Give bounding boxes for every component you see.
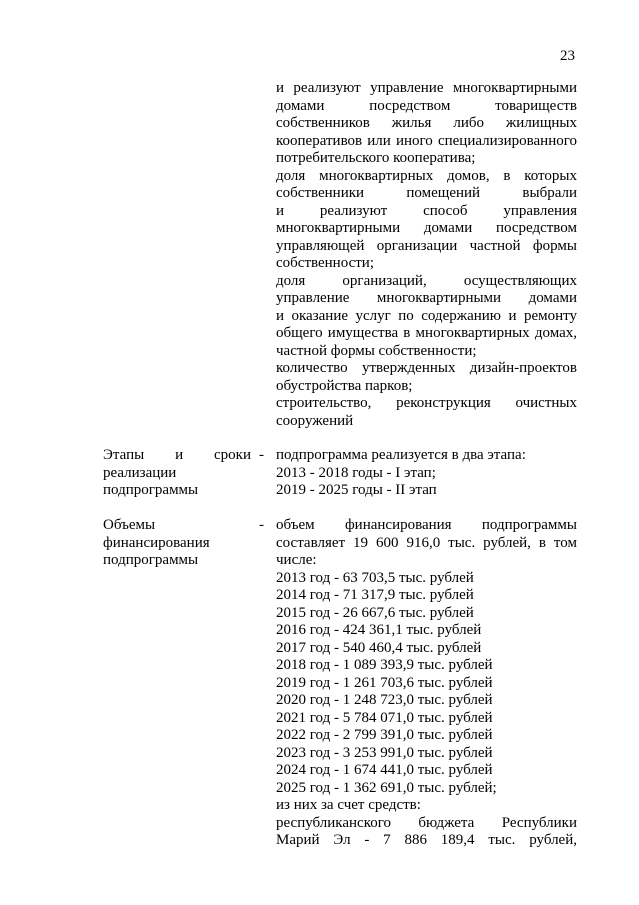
stages-header-line3: подпрограммы (103, 482, 199, 498)
funding-header-line1: Объемы (103, 517, 156, 533)
funding-header-line2: финансирования (103, 534, 210, 551)
funding-line: 2023 год - 3 253 991,0 тыс. рублей (276, 744, 493, 761)
funding-line: 2015 год - 26 667,6 тыс. рублей (276, 604, 474, 621)
text-line: собственников жилья либо жилищных (276, 115, 577, 131)
text-line: сооружений (276, 412, 354, 429)
text-line: доля многоквартирных домов, в которых (276, 167, 577, 184)
stages-line: подпрограмма реализуется в два этапа: (276, 447, 526, 463)
funding-line: 2019 год - 1 261 703,6 тыс. рублей (276, 674, 493, 691)
text-line: и реализуют способ управления (276, 202, 577, 219)
text-line: частной формы собственности; (276, 342, 477, 359)
text-line: многоквартирными домами посредством (276, 220, 577, 236)
funding-line: 2025 год - 1 362 691,0 тыс. рублей; (276, 779, 497, 796)
funding-line: 2014 год - 71 317,9 тыс. рублей (276, 587, 474, 603)
stages-dash: - (259, 447, 264, 463)
funding-line: 2016 год - 424 361,1 тыс. рублей (276, 622, 482, 638)
stages-line: 2019 - 2025 годы - II этап (276, 482, 437, 498)
text-line: общего имущества в многоквартирных домах, (276, 325, 577, 341)
text-line: домами посредством товариществ (276, 97, 577, 114)
funding-line: 2021 год - 5 784 071,0 тыс. рублей (276, 709, 493, 726)
funding-line: республиканского бюджета Республики (276, 814, 577, 831)
stages-header-line1: Этапы и сроки (103, 447, 251, 463)
funding-line: Марий Эл - 7 886 189,4 тыс. рублей, (276, 832, 577, 848)
stages-line: 2013 - 2018 годы - I этап; (276, 464, 436, 481)
text-line: количество утвержденных дизайн-проектов (276, 360, 577, 376)
page-number: 23 (560, 48, 575, 64)
funding-line: числе: (276, 552, 317, 568)
text-line: собственности; (276, 255, 374, 271)
text-line: обустройства парков; (276, 377, 413, 394)
text-line: и реализуют управление многоквартирными (276, 80, 577, 96)
text-line: кооперативов или иного специализированного (276, 132, 577, 149)
text-line: строительство, реконструкция очистных (276, 395, 577, 411)
text-line: собственники помещений выбрали (276, 185, 577, 201)
text-line: управление многоквартирными домами (276, 290, 577, 306)
funding-line: 2020 год - 1 248 723,0 тыс. рублей (276, 692, 493, 708)
funding-line: 2013 год - 63 703,5 тыс. рублей (276, 569, 474, 586)
funding-line: из них за счет средств: (276, 797, 421, 813)
funding-dash: - (259, 517, 264, 533)
funding-line: составляет 19 600 916,0 тыс. рублей, в том (276, 534, 577, 551)
funding-line: 2018 год - 1 089 393,9 тыс. рублей (276, 657, 493, 673)
text-line: потребительского кооператива; (276, 150, 476, 166)
text-line: и оказание услуг по содержанию и ремонту (276, 307, 577, 324)
funding-line: 2017 год - 540 460,4 тыс. рублей (276, 639, 482, 656)
funding-line: объем финансирования подпрограммы (276, 517, 577, 533)
text-line: доля организаций, осуществляющих (276, 272, 577, 289)
text-line: управляющей организации частной формы (276, 237, 577, 254)
stages-header-line2: реализации (103, 464, 177, 481)
funding-line: 2024 год - 1 674 441,0 тыс. рублей (276, 762, 493, 778)
funding-line: 2022 год - 2 799 391,0 тыс. рублей (276, 727, 493, 743)
funding-header-line3: подпрограммы (103, 552, 199, 568)
